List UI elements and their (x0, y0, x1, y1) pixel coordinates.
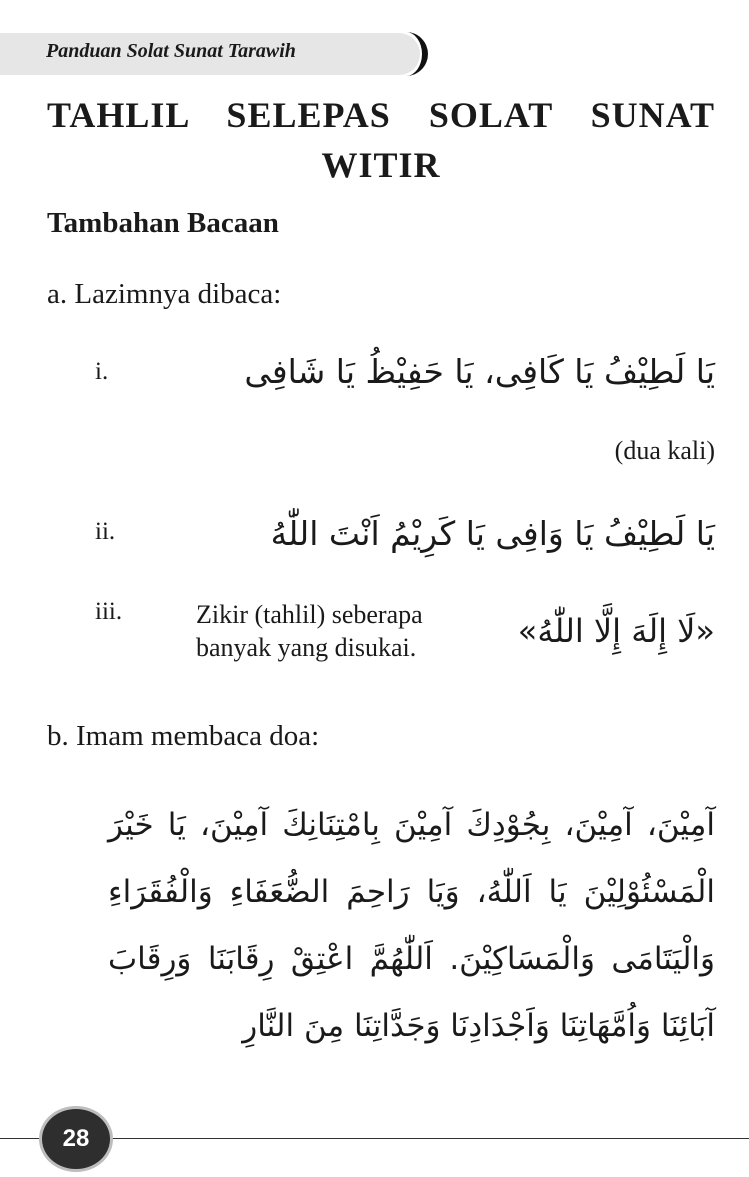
page-number: 28 (62, 1125, 90, 1152)
zikir-instruction: Zikir (tahlil) seberapa banyak yang disukai. (196, 600, 423, 662)
arabic-verse-ii: يَا لَطِيْفُ يَا وَافِى يَا كَرِيْمُ اَنْتَ اللّٰهُ (270, 514, 715, 553)
running-header: Panduan Solat Sunat Tarawih (46, 40, 296, 62)
item-number-iii: iii. (95, 598, 123, 625)
item-number-ii: ii. (95, 518, 116, 545)
arabic-verse-i: يَا لَطِيْفُ يَا كَافِى، يَا حَفِيْظُ يَا شَافِى (244, 352, 715, 391)
page-number-badge (39, 1106, 113, 1172)
arabic-doa: آمِيْنَ، آمِيْنَ، بِجُوْدِكَ آمِيْنَ بِامْتِنَانِكَ آمِيْنَ، يَا خَيْرَ الْمَسْئُوْلِيْنَ يَا اَللّٰهُ، وَيَا رَاحِمَ الضُّعَفَاءِ وَالْفُقَرَاءِ وَالْيَتَامَى وَالْمَسَاكِيْنَ. اَللّٰهُمَّ اعْتِقْ رِقَابَنَا وَرِقَابَ آبَائِنَا وَاُمَّهَاتِنَا وَاَجْدَادِنَا وَجَدَّاتِنَا مِنَ النَّارِ (108, 807, 715, 1044)
arabic-tahlil: «لَا إِلَهَ إِلَّا اللّٰهُ» (517, 612, 715, 650)
page-title: TAHLIL SELEPAS SOLAT SUNAT WITIR (47, 95, 715, 185)
part-b-label: b. Imam membaca doa: (47, 720, 320, 752)
crescent-icon (400, 31, 434, 77)
item-number-i: i. (95, 358, 109, 385)
repeat-note: (dua kali) (614, 436, 715, 465)
part-a-label: a. Lazimnya dibaca: (47, 278, 282, 310)
section-heading: Tambahan Bacaan (47, 207, 279, 239)
